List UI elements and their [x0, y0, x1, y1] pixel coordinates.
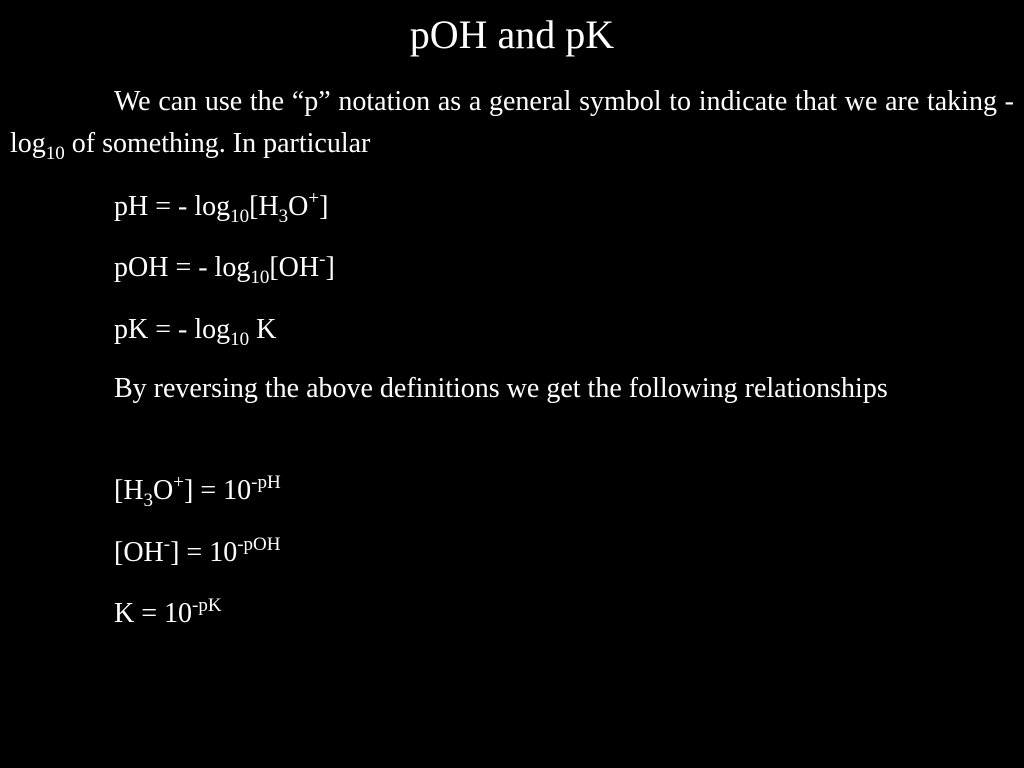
ph-def-text: pH = - log	[114, 191, 231, 222]
poh-definition	[114, 248, 335, 288]
slide-title: pOH and pK	[409, 12, 615, 57]
poh-def-close: ]	[325, 252, 335, 283]
intro-log-base: 10	[45, 143, 65, 164]
reverse-paragraph: By reversing the above definitions we get the following relationships	[114, 373, 888, 404]
poh-def-bracket: [OH	[269, 252, 320, 283]
oh-rel-bracket: [OH	[114, 537, 164, 568]
pk-def-text: pK = - log	[114, 314, 231, 345]
h3o-relationship	[114, 471, 281, 511]
k-rel-exponent: -pK	[192, 595, 222, 616]
poh-def-log-base: 10	[250, 267, 270, 288]
ph-def-h-count: 3	[278, 206, 289, 227]
ph-def-charge: +	[308, 188, 320, 209]
ph-def-close: ]	[319, 191, 329, 222]
poh-def-charge: -	[319, 249, 326, 270]
h3o-rel-exponent: -pH	[251, 472, 281, 493]
poh-def-text: pOH = - log	[114, 252, 251, 283]
intro-text-b: of something. In particular	[64, 128, 371, 159]
oh-relationship	[114, 533, 281, 573]
ph-def-log-base: 10	[230, 206, 250, 227]
pk-def-k: K	[249, 314, 277, 345]
intro-text-a: We can use the “p” notation as a general symbol to indicate that we are taking - log	[10, 86, 1014, 159]
h3o-rel-h-count: 3	[143, 490, 154, 511]
k-rel-equals: K = 10	[114, 598, 193, 629]
ph-def-oxygen: O	[288, 191, 309, 222]
oh-rel-equals: ] = 10	[170, 537, 238, 568]
oh-rel-exponent: -pOH	[237, 534, 281, 555]
k-relationship	[114, 594, 222, 634]
intro-paragraph	[10, 81, 1014, 165]
pk-def-log-base: 10	[230, 329, 250, 350]
h3o-rel-equals: ] = 10	[184, 475, 252, 506]
oh-rel-charge: -	[163, 534, 171, 555]
ph-definition	[114, 187, 328, 227]
h3o-rel-charge: +	[173, 472, 184, 493]
ph-def-bracket: [H	[249, 191, 279, 222]
h3o-rel-bracket: [H	[114, 475, 144, 506]
h3o-rel-oxygen: O	[153, 475, 174, 506]
pk-definition	[114, 310, 276, 350]
